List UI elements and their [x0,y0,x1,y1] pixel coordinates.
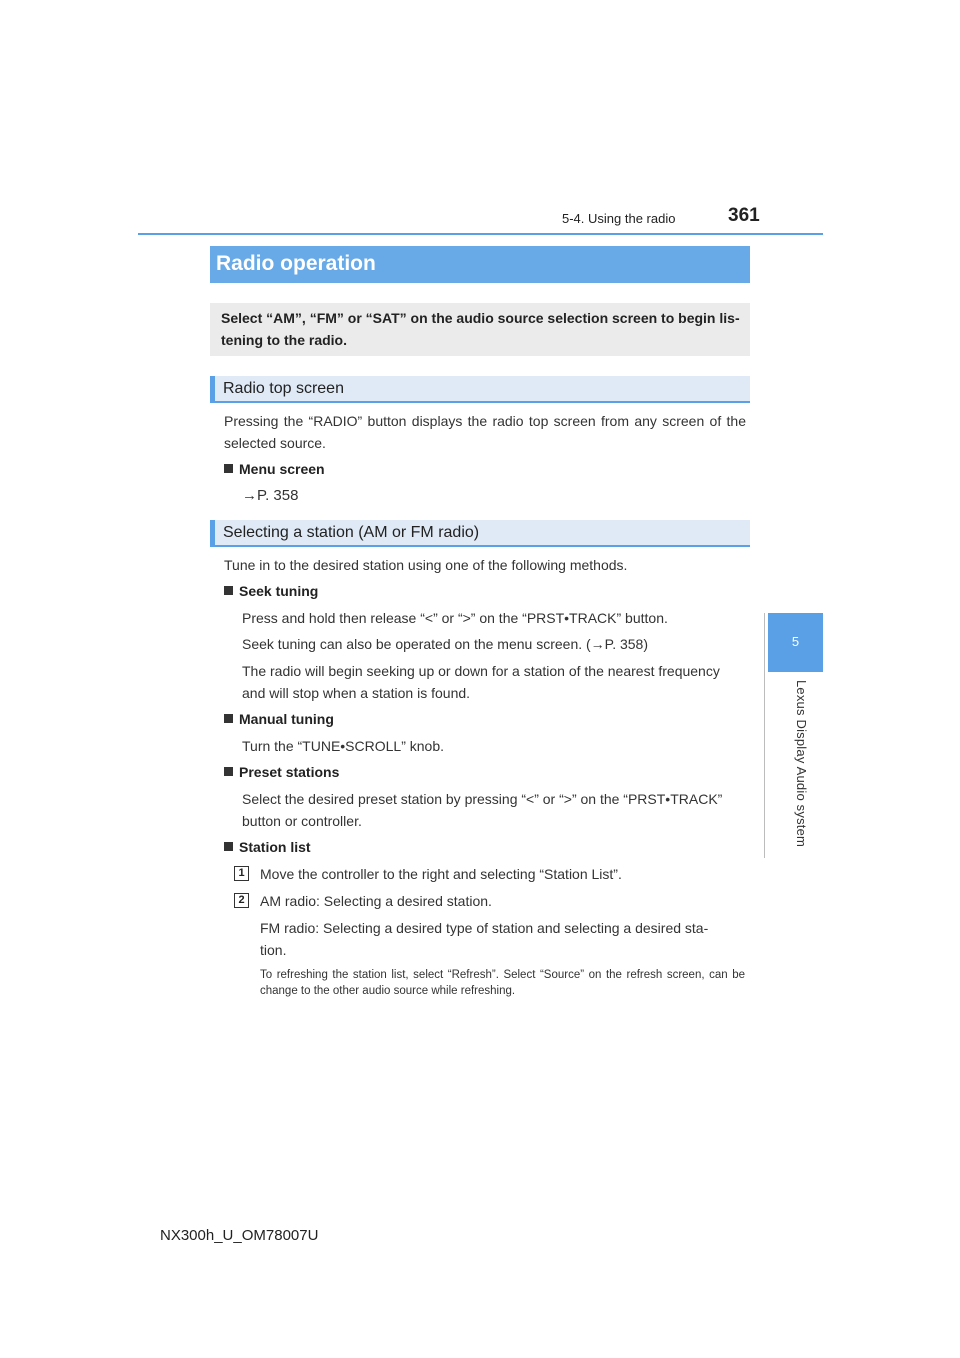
bullet-preset-stations [224,764,339,780]
bullet-manual-tuning [224,711,334,727]
bullet-text: Station list [239,839,311,855]
bullet-text: Preset stations [239,764,340,780]
selecting-body: Tune in to the desired station using one of the following methods. [224,557,628,573]
step-1-text: Move the controller to the right and selecting “Station List”. [260,866,622,882]
manual-line-1: Turn the “TUNE•SCROLL” knob. [242,738,445,754]
bullet-square-icon [224,714,233,723]
header-rule [138,233,823,235]
step-2-text-b: FM radio: Selecting a desired type of station and selecting a desired sta- [260,920,709,936]
section-label: 5-4. Using the radio [562,211,676,226]
preset-line-1a: Select the desired preset station by pressing “<” or “>” on the “PRST•TRACK” [242,791,723,807]
bullet-square-icon [224,842,233,851]
step-number-1: 1 [234,866,249,881]
step-2-text-c: tion. [260,942,287,958]
heading-text: Radio top screen [223,380,344,397]
bullet-square-icon [224,464,233,473]
refresh-note: To refreshing the station list, select “Refresh”. Select “Source” on the refresh screen, can be change to the other audio source while refreshing. [260,969,745,997]
seek-line-3b: and will stop when a station is found. [242,685,471,701]
intro-box [210,303,750,356]
radio-top-body: Pressing the “RADIO” button displays the radio top screen from any screen of the selected source. [224,413,746,451]
preset-line-1b: button or controller. [242,813,362,829]
bullet-square-icon [224,767,233,776]
page-title-bar [210,246,750,283]
bullet-text: Manual tuning [239,711,334,727]
bullet-station-list [224,839,311,855]
intro-text: Select “AM”, “FM” or “SAT” on the audio source selection screen to begin lis-tening to the radio. [221,310,740,348]
seek-line-3a: The radio will begin seeking up or down for a station of the nearest frequency [242,663,720,679]
heading-text: Selecting a station (AM or FM radio) [223,524,480,541]
bullet-text: Seek tuning [239,583,319,599]
step-2-text-a: AM radio: Selecting a desired station. [260,893,492,909]
page-title: Radio operation [216,252,376,275]
seek-line-1: Press and hold then release “<” or “>” on the “PRST•TRACK” button. [242,610,668,626]
chapter-label: Lexus Display Audio system [794,680,809,848]
bullet-seek-tuning [224,583,318,599]
bullet-menu-screen [224,461,325,477]
seek-line-2: Seek tuning can also be operated on the menu screen. (→P. 358) [242,636,649,652]
bullet-square-icon [224,586,233,595]
bullet-text: Menu screen [239,461,325,477]
chapter-tab: 5 [768,613,823,672]
page-number: 361 [728,205,760,226]
heading-radio-top-screen [210,376,750,403]
step-number-2: 2 [234,893,249,908]
heading-selecting-station [210,520,750,547]
menu-screen-ref[interactable]: →P. 358 [242,487,299,504]
document-code: NX300h_U_OM78007U [160,1227,319,1244]
side-divider [764,613,765,858]
